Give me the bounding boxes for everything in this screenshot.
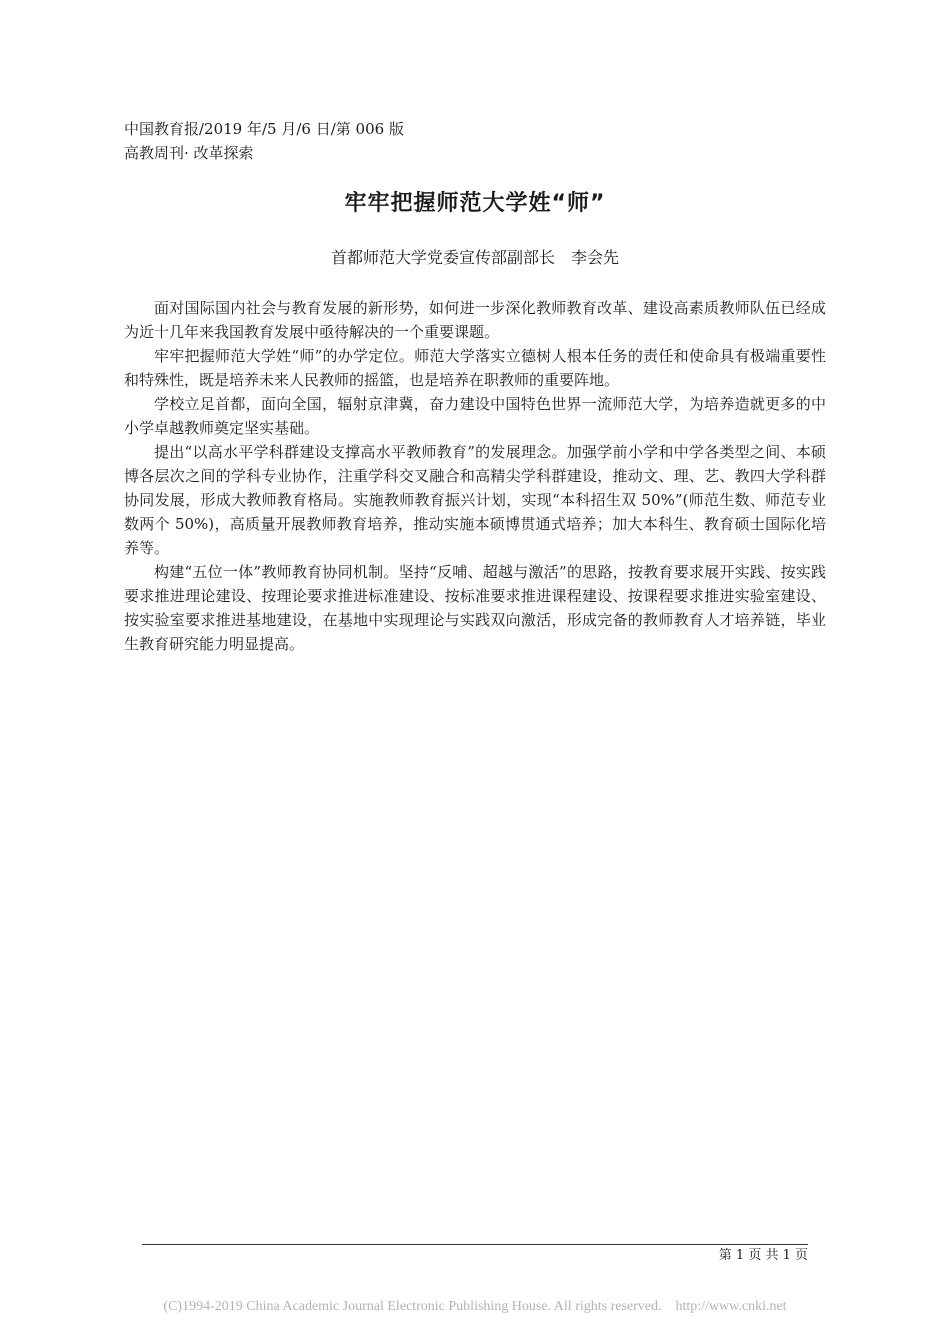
source-info xyxy=(124,117,404,165)
paragraph: 提出“以高水平学科群建设支撑高水平教师教育”的发展理念。加强学前小学和中学各类型之间、本硕博各层次之间的学科专业协作，注重学科交叉融合和高精尖学科群建设，推动文、理、艺、教四大学科群协同发展，形成大教师教育格局。实施教师教育振兴计划，实现“本科招生双 50%”(师范生数、师范专业数两个 50%)，高质量开展教师教育培养，推动实施本硕博贯通式培养；加大本科生、教育硕士国际化培养等。 xyxy=(124,443,826,557)
page-number: 第 1 页 共 1 页 xyxy=(718,1248,808,1263)
footer-divider xyxy=(142,1244,808,1245)
article-body xyxy=(124,296,826,656)
paragraph: 面对国际国内社会与教育发展的新形势，如何进一步深化教师教育改革、建设高素质教师队伍已经成为近十几年来我国教育发展中亟待解决的一个重要课题。 xyxy=(124,299,826,341)
paragraph: 学校立足首都，面向全国，辐射京津冀，奋力建设中国特色世界一流师范大学，为培养造就更多的中小学卓越教师奠定坚实基础。 xyxy=(124,395,826,437)
article-title: 牢牢把握师范大学姓“师” xyxy=(344,191,606,216)
paragraph: 牢牢把握师范大学姓“师”的办学定位。师范大学落实立德树人根本任务的责任和使命具有极端重要性和特殊性，既是培养未来人民教师的摇篮，也是培养在职教师的重要阵地。 xyxy=(124,347,826,389)
source-publication-line: 中国教育报/2019 年/5 月/6 日/第 006 版 xyxy=(124,120,404,138)
paragraph: 构建“五位一体”教师教育协同机制。坚持“反哺、超越与激活”的思路，按教育要求展开实践、按实践要求推进理论建设、按理论要求推进标准建设、按标准要求推进课程建设、按课程要求推进实验室建设、按实验室要求推进基地建设，在基地中实现理论与实践双向激活，形成完备的教师教育人才培养链，毕业生教育研究能力明显提高。 xyxy=(124,563,826,653)
article-author: 首都师范大学党委宣传部副部长 李会先 xyxy=(330,248,619,267)
copyright-watermark: (C)1994-2019 China Academic Journal Electronic Publishing House. All rights reserved. http://www.cnki.net xyxy=(163,1299,787,1314)
source-column-line: 高教周刊· 改革探索 xyxy=(124,144,254,162)
